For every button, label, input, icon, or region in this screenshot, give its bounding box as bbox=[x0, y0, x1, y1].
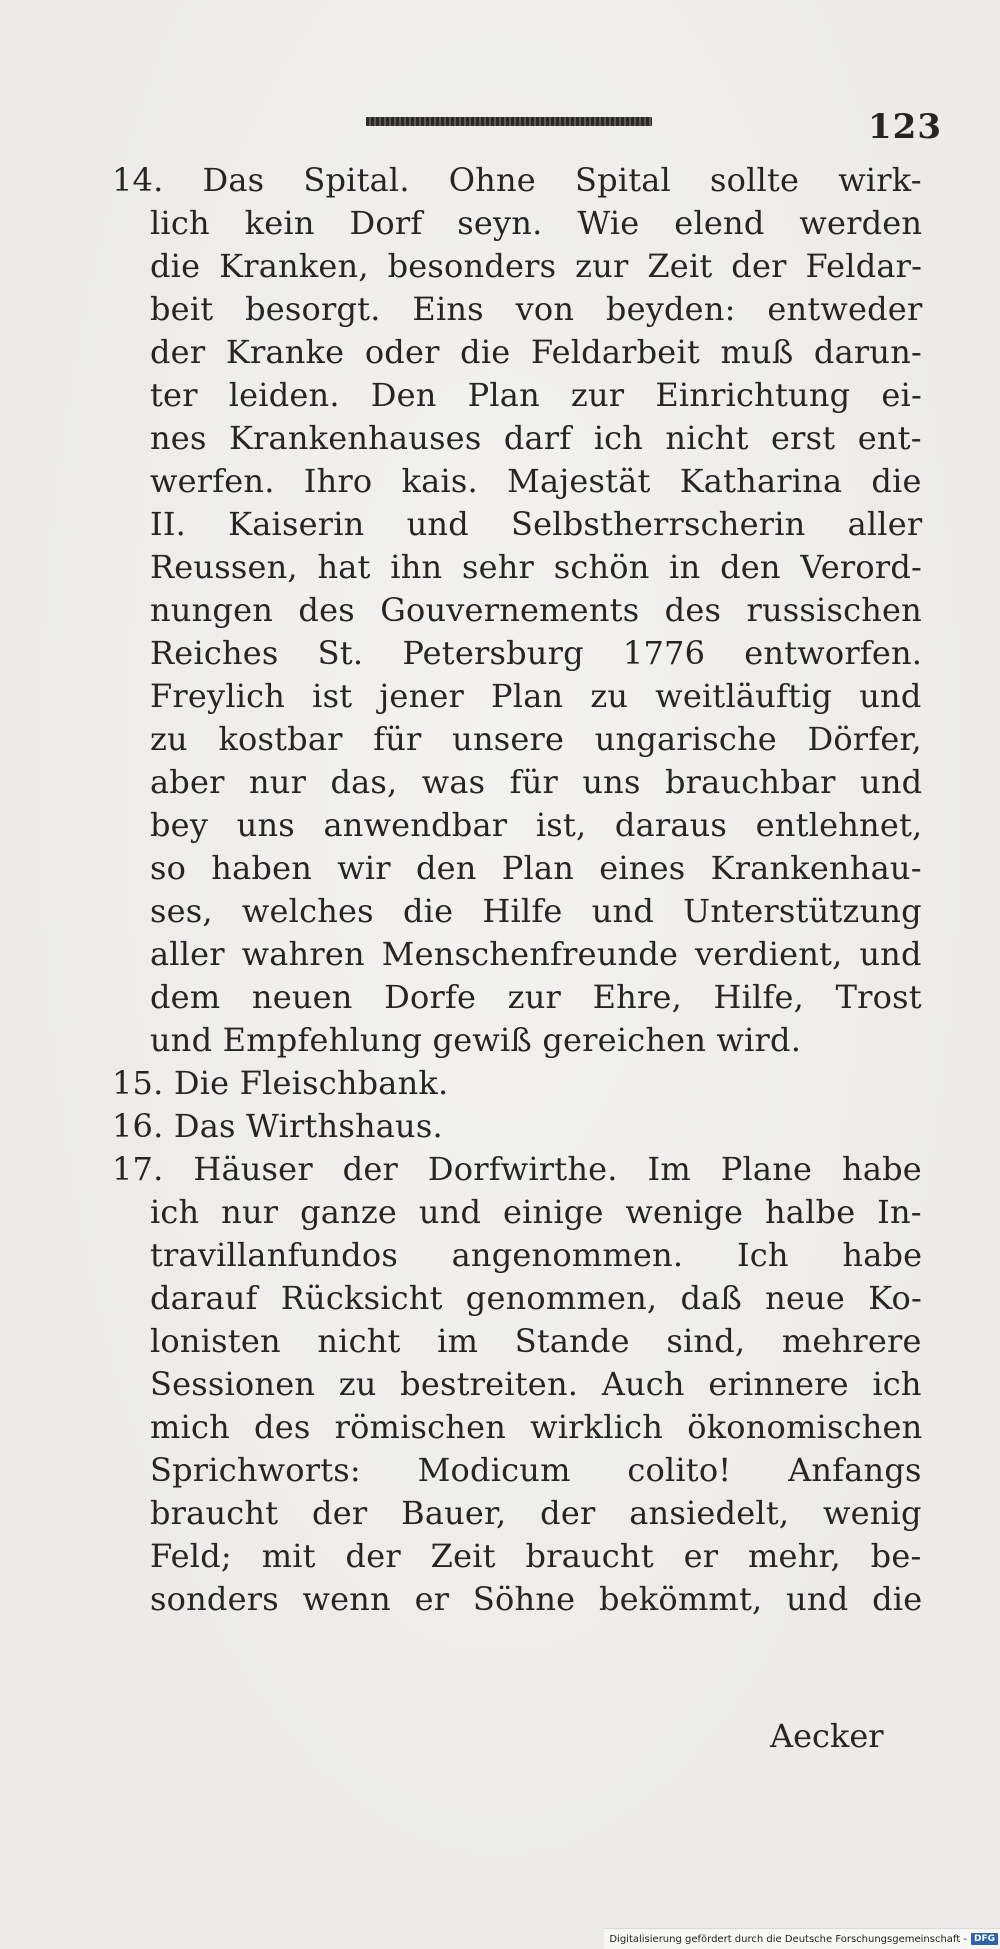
text-line: die Kranken, besonders zur Zeit der Feldar- bbox=[150, 247, 923, 285]
page-number: 123 bbox=[868, 107, 942, 147]
dfg-logo: DFG bbox=[971, 1933, 998, 1945]
text-line: ter leiden. Den Plan zur Einrichtung ei- bbox=[150, 376, 922, 414]
text-line: Freylich ist jener Plan zu weitläuftig und bbox=[150, 677, 922, 715]
text-line: mich des römischen wirklich ökonomischen bbox=[150, 1408, 923, 1446]
text-line: so haben wir den Plan eines Krankenhau- bbox=[150, 849, 922, 887]
text-line: werfen. Ihro kais. Majestät Katharina die bbox=[150, 462, 922, 500]
text-line: 16. Das Wirthshaus. bbox=[112, 1107, 443, 1145]
text-line: aber nur das, was für uns brauchbar und bbox=[150, 763, 923, 801]
text-line: braucht der Bauer, der ansiedelt, wenig bbox=[150, 1494, 922, 1532]
header-rule bbox=[366, 117, 652, 126]
text-line: bey uns anwendbar ist, daraus entlehnet, bbox=[150, 806, 923, 844]
text-line: 14. Das Spital. Ohne Spital sollte wirk- bbox=[112, 161, 922, 199]
digitization-footer bbox=[604, 1928, 1000, 1949]
catchword: Aecker bbox=[770, 1717, 884, 1755]
text-line: der Kranke oder die Feldarbeit muß darun- bbox=[150, 333, 923, 371]
text-line: ich nur ganze und einige wenige halbe In- bbox=[150, 1193, 922, 1231]
text-line: darauf Rücksicht genommen, daß neue Ko- bbox=[150, 1279, 922, 1317]
text-line: lich kein Dorf seyn. Wie elend werden bbox=[150, 204, 923, 242]
text-line: aller wahren Menschenfreunde verdient, und bbox=[150, 935, 922, 973]
text-line: Feld; mit der Zeit braucht er mehr, be- bbox=[150, 1537, 922, 1575]
text-line: nungen des Gouvernements des russischen bbox=[150, 591, 922, 629]
text-line: II. Kaiserin und Selbstherrscherin aller bbox=[150, 505, 923, 543]
text-line: ses, welches die Hilfe und Unterstützung bbox=[150, 892, 922, 930]
text-line: lonisten nicht im Stande sind, mehrere bbox=[150, 1322, 922, 1360]
text-line: Reussen, hat ihn sehr schön in den Verord- bbox=[150, 548, 923, 586]
footer-credit: Digitalisierung gefördert durch die Deutsche Forschungsgemeinschaft - bbox=[609, 1933, 967, 1945]
text-line: beit besorgt. Eins von beyden: entweder bbox=[150, 290, 923, 328]
text-line: nes Krankenhauses darf ich nicht erst ent- bbox=[150, 419, 922, 457]
text-line: sonders wenn er Söhne bekömmt, und die bbox=[150, 1580, 923, 1618]
text-line: Sessionen zu bestreiten. Auch erinnere ich bbox=[150, 1365, 922, 1403]
text-line: dem neuen Dorfe zur Ehre, Hilfe, Trost bbox=[150, 978, 922, 1016]
text-line: zu kostbar für unsere ungarische Dörfer, bbox=[150, 720, 922, 758]
text-line: Sprichworts: Modicum colito! Anfangs bbox=[150, 1451, 922, 1489]
text-line: und Empfehlung gewiß gereichen wird. bbox=[150, 1021, 802, 1059]
text-line: 17. Häuser der Dorfwirthe. Im Plane habe bbox=[112, 1150, 922, 1188]
text-line: 15. Die Fleischbank. bbox=[112, 1064, 449, 1102]
text-line: travillanfundos angenommen. Ich habe bbox=[150, 1236, 923, 1274]
text-line: Reiches St. Petersburg 1776 entworfen. bbox=[150, 634, 923, 672]
